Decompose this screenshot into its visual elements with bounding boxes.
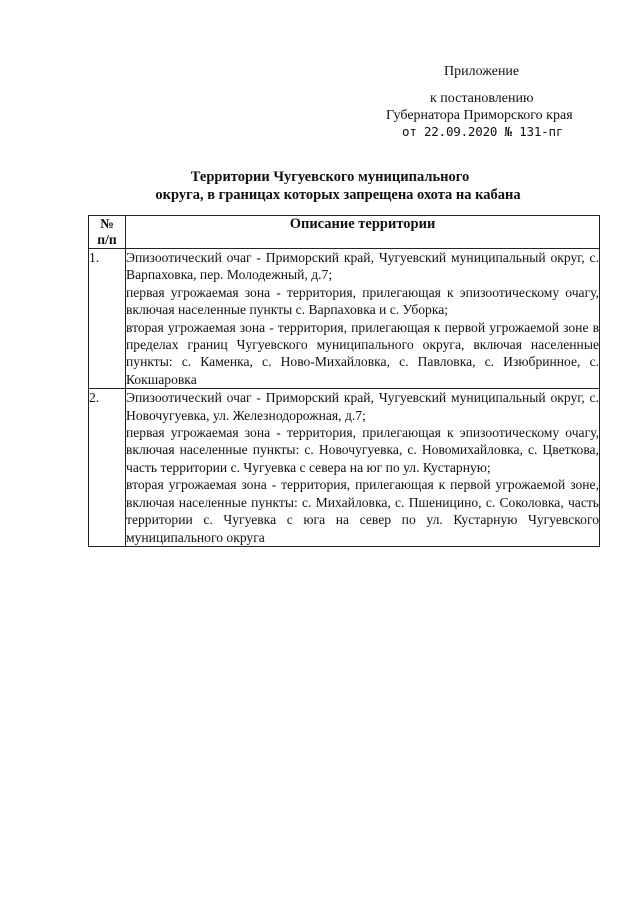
description-column-header: Описание территории [126, 216, 600, 249]
territories-table [88, 215, 600, 547]
resolution-reference: к постановлению [430, 91, 534, 106]
document-title-line-2: округа, в границах которых запрещена охота на кабана [155, 187, 521, 203]
table-row [89, 249, 600, 389]
row-description [126, 389, 600, 547]
table-row [89, 389, 600, 547]
appendix-label: Приложение [444, 64, 520, 79]
epizootic-focus-text: Эпизоотический очаг - Приморский край, Чугуевский муниципальный округ, с. Новочугуевка, ул. Железнодорожная, д.7; [126, 390, 599, 423]
first-threat-zone-text: первая угрожаемая зона - территория, прилегающая к эпизоотическому очагу, включая населенные пункты: с. Новочугуевка, с. Новомихайловка, с. Цветкова, часть территории с. Чугуевка с севера на юг по ул. Кустарную; [126, 425, 599, 475]
resolution-date-number: от 22.09.2020 № 131-пг [402, 124, 564, 139]
row-number: 1. [89, 249, 126, 389]
epizootic-focus-text: Эпизоотический очаг - Приморский край, Чугуевский муниципальный округ, с. Варпаховка, пер. Молодежный, д.7; [126, 250, 599, 283]
second-threat-zone-text: вторая угрожаемая зона - территория, прилегающая к первой угрожаемой зоне, включая населенные пункты: с. Михайловка, с. Пшеницино, с. Соколовка, часть территории с. Чугуевка с юга на север по ул. Кустарную Чугуевского муниципального округа [126, 477, 599, 545]
row-number: 2. [89, 389, 126, 547]
row-description [126, 249, 600, 389]
governor-reference: Губернатора Приморского края [386, 108, 573, 123]
document-title-line-1: Территории Чугуевского муниципального [190, 169, 470, 185]
number-header-abbrev: п/п [97, 232, 117, 247]
second-threat-zone-text: вторая угрожаемая зона - территория, прилегающая к первой угрожаемой зоне в пределах границ Чугуевского муниципального округа, включая населенные пункты: с. Каменка, с. Ново-Михайловка, с. Павловка, с. Изюбринное, с. Кокшаровка [126, 319, 599, 387]
first-threat-zone-text: первая угрожаемая зона - территория, прилегающая к эпизоотическому очагу, включая населенные пункты с. Варпаховка и с. Уборка; [126, 284, 599, 318]
table-header-row [89, 216, 600, 249]
number-column-header [89, 216, 126, 249]
number-header-symbol: № [100, 216, 114, 231]
